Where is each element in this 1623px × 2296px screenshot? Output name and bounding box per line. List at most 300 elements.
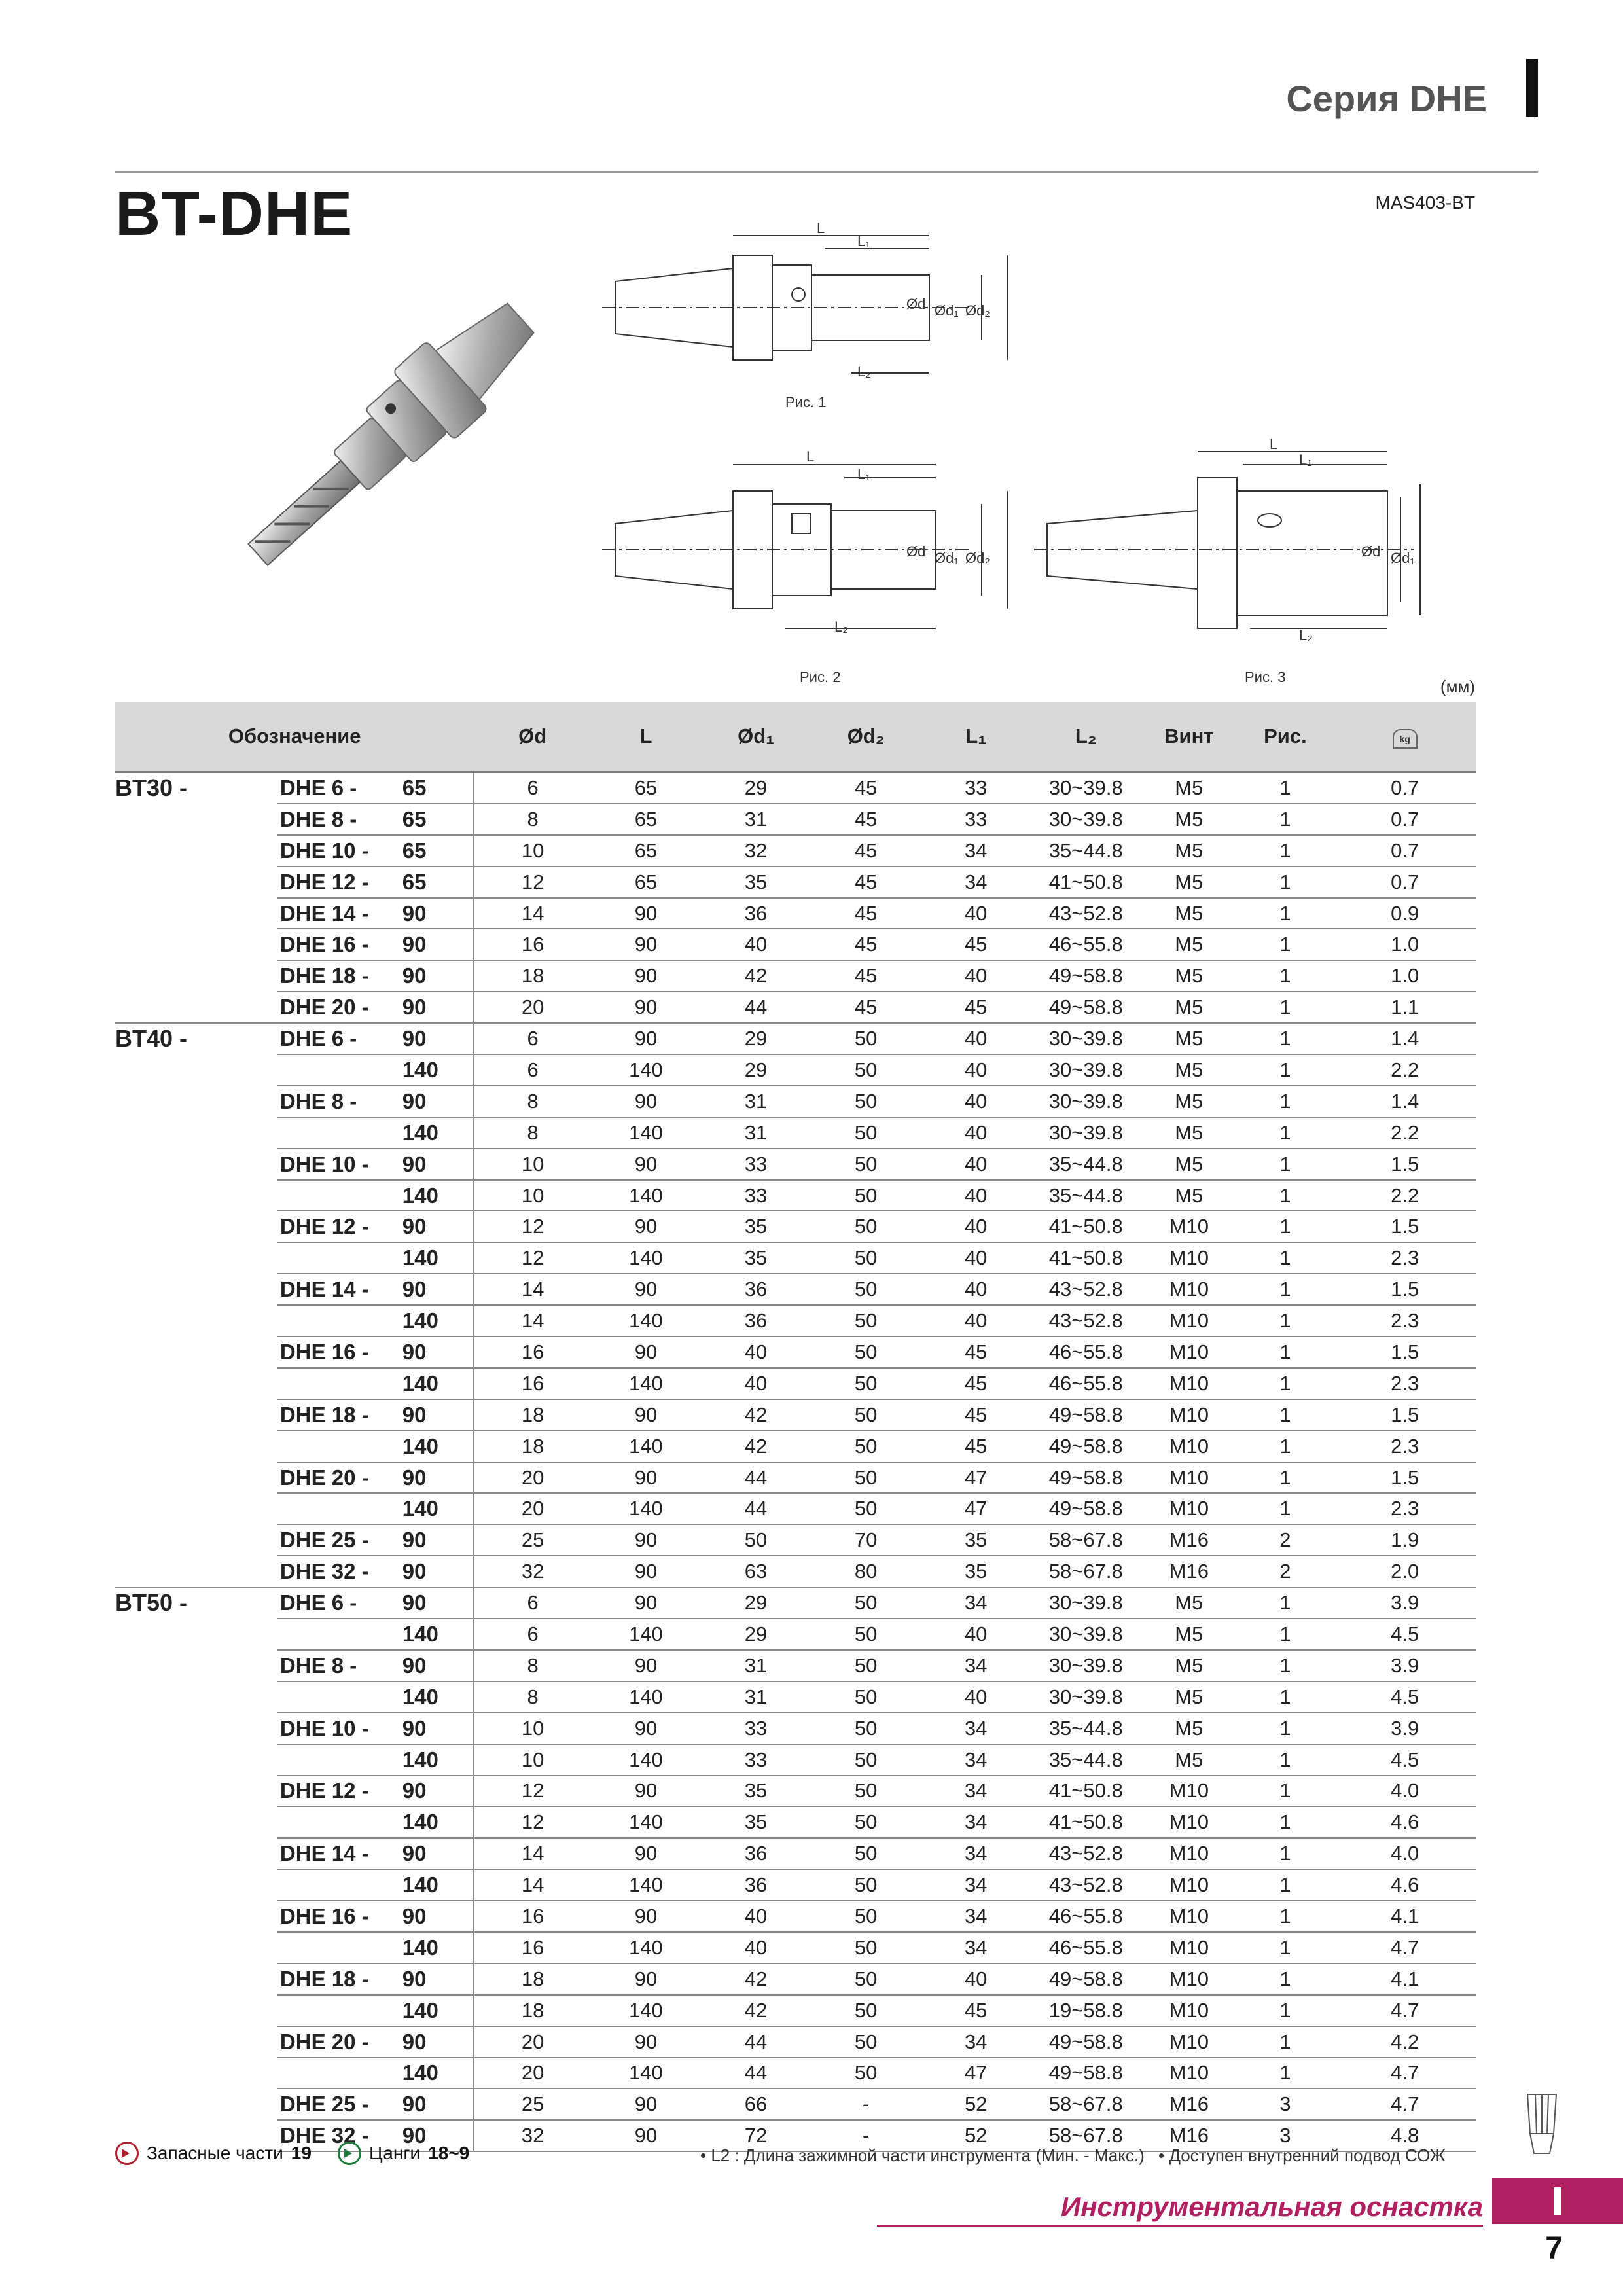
model-cell (277, 1242, 399, 1274)
model-cell: DHE 18 - (277, 960, 399, 992)
d-cell: 10 (474, 1180, 591, 1211)
L1-cell: 34 (921, 1713, 1031, 1744)
model-cell (277, 1806, 399, 1838)
weight-cell: 2.3 (1333, 1368, 1476, 1399)
model-cell: DHE 14 - (277, 1838, 399, 1869)
table-row (115, 804, 1476, 835)
L1-cell: 34 (921, 1650, 1031, 1681)
model-cell (277, 1744, 399, 1776)
L-cell: 90 (591, 1556, 701, 1587)
L-cell: 90 (591, 1524, 701, 1556)
L2-cell: 19~58.8 (1031, 1995, 1141, 2026)
weight-cell: 4.6 (1333, 1806, 1476, 1838)
L1-cell: 40 (921, 1242, 1031, 1274)
d-cell: 16 (474, 1901, 591, 1932)
length-cell: 140 (399, 1806, 474, 1838)
screw-cell: M10 (1141, 1964, 1237, 1995)
d2-cell: 50 (811, 1462, 921, 1494)
L2-cell: 43~52.8 (1031, 1869, 1141, 1901)
length-cell: 140 (399, 1744, 474, 1776)
screw-cell: M5 (1141, 929, 1237, 960)
dim-label-L1: L₁ (857, 233, 870, 249)
L2-cell: 35~44.8 (1031, 1744, 1141, 1776)
L-cell: 90 (591, 1462, 701, 1494)
model-cell: DHE 10 - (277, 1713, 399, 1744)
fig-cell: 1 (1237, 1211, 1333, 1242)
d1-cell: 44 (701, 992, 811, 1023)
L2-cell: 58~67.8 (1031, 1524, 1141, 1556)
weight-cell: 4.0 (1333, 1838, 1476, 1869)
screw-cell: M10 (1141, 1211, 1237, 1242)
group-label: BT50 - (115, 1587, 277, 2151)
screw-cell: M10 (1141, 1869, 1237, 1901)
d1-cell: 42 (701, 1964, 811, 1995)
L1-cell: 52 (921, 2089, 1031, 2120)
d2-cell: 50 (811, 1619, 921, 1650)
table-header-row (115, 702, 1476, 772)
L2-cell: 43~52.8 (1031, 898, 1141, 929)
weight-cell: 1.9 (1333, 1524, 1476, 1556)
weight-cell: 4.5 (1333, 1619, 1476, 1650)
d1-cell: 44 (701, 1493, 811, 1524)
screw-cell: M10 (1141, 1838, 1237, 1869)
L1-cell: 34 (921, 1932, 1031, 1964)
L2-cell: 35~44.8 (1031, 1149, 1141, 1180)
fig-cell: 3 (1237, 2120, 1333, 2151)
model-cell: DHE 32 - (277, 1556, 399, 1587)
d2-cell: 50 (811, 1838, 921, 1869)
screw-cell: M5 (1141, 1744, 1237, 1776)
fig-cell: 1 (1237, 1650, 1333, 1681)
brand-title: Инструментальная оснастка (1060, 2191, 1483, 2222)
dim-label-d: Ød (906, 296, 926, 312)
fig-cell: 1 (1237, 1681, 1333, 1713)
weight-cell: 1.0 (1333, 929, 1476, 960)
screw-cell: M10 (1141, 1995, 1237, 2026)
L-cell: 90 (591, 1964, 701, 1995)
L-cell: 90 (591, 960, 701, 992)
d2-cell: 45 (811, 804, 921, 835)
d-cell: 25 (474, 1524, 591, 1556)
d1-cell: 35 (701, 1242, 811, 1274)
length-cell: 90 (399, 1901, 474, 1932)
table-row (115, 1149, 1476, 1180)
L1-cell: 40 (921, 1180, 1031, 1211)
L2-cell: 30~39.8 (1031, 772, 1141, 804)
L1-cell: 45 (921, 1368, 1031, 1399)
figure-3-drawing (1034, 432, 1427, 648)
L2-cell: 41~50.8 (1031, 1211, 1141, 1242)
length-cell: 140 (399, 1180, 474, 1211)
L2-cell: 49~58.8 (1031, 960, 1141, 992)
d-cell: 20 (474, 1493, 591, 1524)
d2-cell: 50 (811, 1117, 921, 1149)
dim-label-d2: Ød₂ (965, 302, 990, 319)
L2-cell: 49~58.8 (1031, 1964, 1141, 1995)
d-cell: 12 (474, 1242, 591, 1274)
table-row (115, 1901, 1476, 1932)
length-cell: 90 (399, 1524, 474, 1556)
L-cell: 140 (591, 1305, 701, 1336)
weight-cell: 4.1 (1333, 1964, 1476, 1995)
L1-cell: 40 (921, 1211, 1031, 1242)
col-d1: Ød₁ (701, 702, 811, 772)
L-cell: 90 (591, 898, 701, 929)
header-divider (115, 171, 1538, 173)
weight-cell: 2.2 (1333, 1180, 1476, 1211)
L2-cell: 58~67.8 (1031, 1556, 1141, 1587)
d1-cell: 36 (701, 1274, 811, 1305)
L2-cell: 41~50.8 (1031, 1776, 1141, 1807)
fig-cell: 1 (1237, 1964, 1333, 1995)
table-row (115, 1462, 1476, 1494)
model-cell (277, 1932, 399, 1964)
L-cell: 140 (591, 1806, 701, 1838)
d2-cell: 45 (811, 960, 921, 992)
footer-links (115, 2142, 469, 2165)
fig3-dim-label-d: Ød (1361, 543, 1381, 560)
d1-cell: 36 (701, 898, 811, 929)
d-cell: 12 (474, 867, 591, 898)
model-cell: DHE 25 - (277, 1524, 399, 1556)
d2-cell: 50 (811, 1242, 921, 1274)
weight-cell: 3.9 (1333, 1587, 1476, 1619)
table-row (115, 1305, 1476, 1336)
d-cell: 18 (474, 1964, 591, 1995)
d2-cell: 50 (811, 1650, 921, 1681)
fig-cell: 1 (1237, 1776, 1333, 1807)
d2-cell: 50 (811, 1274, 921, 1305)
d1-cell: 42 (701, 1399, 811, 1431)
d-cell: 14 (474, 1274, 591, 1305)
fig-cell: 2 (1237, 1556, 1333, 1587)
length-cell: 140 (399, 1493, 474, 1524)
L-cell: 140 (591, 1619, 701, 1650)
col-L1: L₁ (921, 702, 1031, 772)
d-cell: 14 (474, 1869, 591, 1901)
L-cell: 90 (591, 2120, 701, 2151)
L-cell: 65 (591, 867, 701, 898)
model-cell (277, 1995, 399, 2026)
table-row (115, 1211, 1476, 1242)
L-cell: 90 (591, 2026, 701, 2058)
L2-cell: 30~39.8 (1031, 1086, 1141, 1117)
length-cell: 90 (399, 992, 474, 1023)
d2-cell: 50 (811, 1776, 921, 1807)
table-row (115, 867, 1476, 898)
weight-cell: 2.2 (1333, 1054, 1476, 1086)
L-cell: 90 (591, 2089, 701, 2120)
screw-cell: M10 (1141, 1242, 1237, 1274)
L1-cell: 35 (921, 1524, 1031, 1556)
model-cell: DHE 20 - (277, 1462, 399, 1494)
L2-cell: 46~55.8 (1031, 929, 1141, 960)
screw-cell: M16 (1141, 1556, 1237, 1587)
L1-cell: 40 (921, 1054, 1031, 1086)
table-row (115, 1054, 1476, 1086)
L2-cell: 49~58.8 (1031, 1431, 1141, 1462)
table-row (115, 1995, 1476, 2026)
L2-cell: 46~55.8 (1031, 1901, 1141, 1932)
d-cell: 32 (474, 2120, 591, 2151)
d-cell: 18 (474, 960, 591, 992)
arrow-circle-icon (338, 2142, 361, 2165)
model-cell: DHE 14 - (277, 1274, 399, 1305)
col-designation: Обозначение (115, 702, 474, 772)
brand-divider (877, 2225, 1483, 2227)
d2-cell: 50 (811, 1305, 921, 1336)
L1-cell: 40 (921, 1681, 1031, 1713)
table-row (115, 1932, 1476, 1964)
weight-cell: 0.9 (1333, 898, 1476, 929)
length-cell: 90 (399, 898, 474, 929)
fig-cell: 1 (1237, 929, 1333, 960)
weight-cell: 4.2 (1333, 2026, 1476, 2058)
fig-cell: 3 (1237, 2089, 1333, 2120)
model-cell (277, 1180, 399, 1211)
L-cell: 90 (591, 992, 701, 1023)
screw-cell: M10 (1141, 1462, 1237, 1494)
model-cell: DHE 18 - (277, 1964, 399, 1995)
L1-cell: 40 (921, 1619, 1031, 1650)
spare-parts-page: 19 (291, 2143, 312, 2163)
table-row (115, 772, 1476, 804)
d-cell: 8 (474, 1086, 591, 1117)
units-label: (мм) (1440, 677, 1475, 696)
L1-cell: 34 (921, 2026, 1031, 2058)
fig-cell: 1 (1237, 1587, 1333, 1619)
L-cell: 140 (591, 1744, 701, 1776)
d1-cell: 29 (701, 1054, 811, 1086)
L1-cell: 33 (921, 772, 1031, 804)
d-cell: 10 (474, 1149, 591, 1180)
collets-link[interactable]: Цанги (368, 2143, 421, 2163)
table-row (115, 1086, 1476, 1117)
fig-cell: 1 (1237, 1838, 1333, 1869)
d1-cell: 44 (701, 1462, 811, 1494)
section-marker (1526, 59, 1538, 117)
weight-cell: 4.5 (1333, 1744, 1476, 1776)
d2-cell: - (811, 2120, 921, 2151)
d1-cell: 36 (701, 1838, 811, 1869)
weight-icon: kg (1393, 729, 1418, 749)
fig2-dim-label-L1: L₁ (857, 466, 870, 482)
L2-cell: 49~58.8 (1031, 1462, 1141, 1494)
screw-cell: M5 (1141, 1086, 1237, 1117)
fig-cell: 2 (1237, 1524, 1333, 1556)
length-cell: 65 (399, 835, 474, 867)
L2-cell: 49~58.8 (1031, 2058, 1141, 2089)
d1-cell: 31 (701, 804, 811, 835)
d-cell: 25 (474, 2089, 591, 2120)
d1-cell: 40 (701, 1368, 811, 1399)
d-cell: 16 (474, 1368, 591, 1399)
model-cell (277, 1054, 399, 1086)
weight-cell: 3.9 (1333, 1713, 1476, 1744)
model-cell: DHE 12 - (277, 1776, 399, 1807)
screw-cell: M5 (1141, 1619, 1237, 1650)
weight-cell: 0.7 (1333, 835, 1476, 867)
weight-cell: 1.0 (1333, 960, 1476, 992)
fig-cell: 1 (1237, 898, 1333, 929)
length-cell: 90 (399, 1964, 474, 1995)
d2-cell: 50 (811, 1713, 921, 1744)
d2-cell: 50 (811, 1211, 921, 1242)
weight-cell: 1.5 (1333, 1399, 1476, 1431)
weight-cell: 1.4 (1333, 1023, 1476, 1054)
length-cell: 90 (399, 1713, 474, 1744)
L2-cell: 49~58.8 (1031, 1399, 1141, 1431)
fig-cell: 1 (1237, 804, 1333, 835)
d2-cell: 50 (811, 1901, 921, 1932)
d2-cell: 50 (811, 1587, 921, 1619)
model-cell: DHE 10 - (277, 835, 399, 867)
L-cell: 140 (591, 1054, 701, 1086)
weight-cell: 4.7 (1333, 1995, 1476, 2026)
d2-cell: 50 (811, 1336, 921, 1368)
table-row (115, 992, 1476, 1023)
weight-cell: 0.7 (1333, 772, 1476, 804)
weight-cell: 4.0 (1333, 1776, 1476, 1807)
length-cell: 90 (399, 1462, 474, 1494)
L1-cell: 45 (921, 1431, 1031, 1462)
d1-cell: 29 (701, 772, 811, 804)
L2-cell: 30~39.8 (1031, 1054, 1141, 1086)
model-cell: DHE 20 - (277, 992, 399, 1023)
L-cell: 90 (591, 1211, 701, 1242)
L2-cell: 41~50.8 (1031, 1806, 1141, 1838)
series-title: Серия DHE (1286, 78, 1487, 119)
length-cell: 140 (399, 1681, 474, 1713)
screw-cell: M10 (1141, 1336, 1237, 1368)
dim-label-d1: Ød₁ (935, 302, 959, 319)
d-cell: 16 (474, 1336, 591, 1368)
fig-cell: 1 (1237, 992, 1333, 1023)
section-tab (1492, 2178, 1623, 2224)
d1-cell: 40 (701, 1901, 811, 1932)
d2-cell: 50 (811, 1964, 921, 1995)
table-row (115, 2058, 1476, 2089)
d1-cell: 42 (701, 960, 811, 992)
L-cell: 65 (591, 772, 701, 804)
fig-cell: 1 (1237, 1305, 1333, 1336)
table-row (115, 1556, 1476, 1587)
table-row (115, 1524, 1476, 1556)
screw-cell: M5 (1141, 960, 1237, 992)
fig2-dim-label-d2: Ød₂ (965, 550, 990, 566)
length-cell: 140 (399, 1619, 474, 1650)
weight-cell: 1.4 (1333, 1086, 1476, 1117)
screw-cell: M5 (1141, 1681, 1237, 1713)
d-cell: 20 (474, 992, 591, 1023)
screw-cell: M5 (1141, 772, 1237, 804)
d-cell: 18 (474, 1399, 591, 1431)
d1-cell: 40 (701, 1336, 811, 1368)
L2-cell: 30~39.8 (1031, 1650, 1141, 1681)
length-cell: 65 (399, 867, 474, 898)
weight-cell: 1.5 (1333, 1462, 1476, 1494)
screw-cell: M10 (1141, 1776, 1237, 1807)
table-row (115, 1117, 1476, 1149)
weight-cell: 0.7 (1333, 804, 1476, 835)
d-cell: 6 (474, 1587, 591, 1619)
screw-cell: M10 (1141, 1368, 1237, 1399)
L1-cell: 47 (921, 1462, 1031, 1494)
screw-cell: M5 (1141, 1650, 1237, 1681)
d1-cell: 44 (701, 2058, 811, 2089)
weight-cell: 4.7 (1333, 2089, 1476, 2120)
table-row (115, 1964, 1476, 1995)
d-cell: 20 (474, 2058, 591, 2089)
d-cell: 6 (474, 772, 591, 804)
d1-cell: 40 (701, 1932, 811, 1964)
d-cell: 14 (474, 898, 591, 929)
fig3-dim-label-L: L (1270, 436, 1278, 452)
d1-cell: 42 (701, 1995, 811, 2026)
screw-cell: M5 (1141, 1180, 1237, 1211)
L1-cell: 40 (921, 1023, 1031, 1054)
L2-cell: 58~67.8 (1031, 2120, 1141, 2151)
L-cell: 140 (591, 1995, 701, 2026)
fig-cell: 1 (1237, 1368, 1333, 1399)
table-row (115, 1619, 1476, 1650)
L2-cell: 30~39.8 (1031, 1023, 1141, 1054)
d-cell: 8 (474, 804, 591, 835)
d2-cell: 50 (811, 1399, 921, 1431)
model-cell: DHE 18 - (277, 1399, 399, 1431)
L-cell: 140 (591, 1869, 701, 1901)
d-cell: 10 (474, 1713, 591, 1744)
fig-cell: 1 (1237, 1462, 1333, 1494)
screw-cell: M16 (1141, 2089, 1237, 2120)
fig2-dim-label-L: L (806, 448, 815, 465)
length-cell: 90 (399, 1023, 474, 1054)
spare-parts-link[interactable]: Запасные части (147, 2143, 283, 2163)
d2-cell: 50 (811, 1086, 921, 1117)
L-cell: 90 (591, 1587, 701, 1619)
L2-cell: 30~39.8 (1031, 1117, 1141, 1149)
table-row (115, 960, 1476, 992)
table-row (115, 1713, 1476, 1744)
d-cell: 18 (474, 1431, 591, 1462)
length-cell: 90 (399, 2089, 474, 2120)
d-cell: 16 (474, 929, 591, 960)
screw-cell: M10 (1141, 1901, 1237, 1932)
screw-cell: M5 (1141, 867, 1237, 898)
L1-cell: 45 (921, 1995, 1031, 2026)
model-cell: DHE 16 - (277, 1901, 399, 1932)
model-cell: DHE 12 - (277, 1211, 399, 1242)
d-cell: 20 (474, 2026, 591, 2058)
screw-cell: M5 (1141, 1587, 1237, 1619)
d2-cell: 45 (811, 992, 921, 1023)
d-cell: 8 (474, 1650, 591, 1681)
d-cell: 18 (474, 1995, 591, 2026)
L-cell: 140 (591, 2058, 701, 2089)
table-row (115, 2089, 1476, 2120)
fig2-dim-label-d1: Ød₁ (935, 550, 959, 566)
screw-cell: M10 (1141, 1932, 1237, 1964)
length-cell: 140 (399, 1054, 474, 1086)
weight-cell: 3.9 (1333, 1650, 1476, 1681)
fig-cell: 1 (1237, 960, 1333, 992)
table-row (115, 1242, 1476, 1274)
fig-cell: 1 (1237, 1117, 1333, 1149)
screw-cell: M5 (1141, 835, 1237, 867)
weight-cell: 2.0 (1333, 1556, 1476, 1587)
d2-cell: - (811, 2089, 921, 2120)
fig-cell: 1 (1237, 1431, 1333, 1462)
